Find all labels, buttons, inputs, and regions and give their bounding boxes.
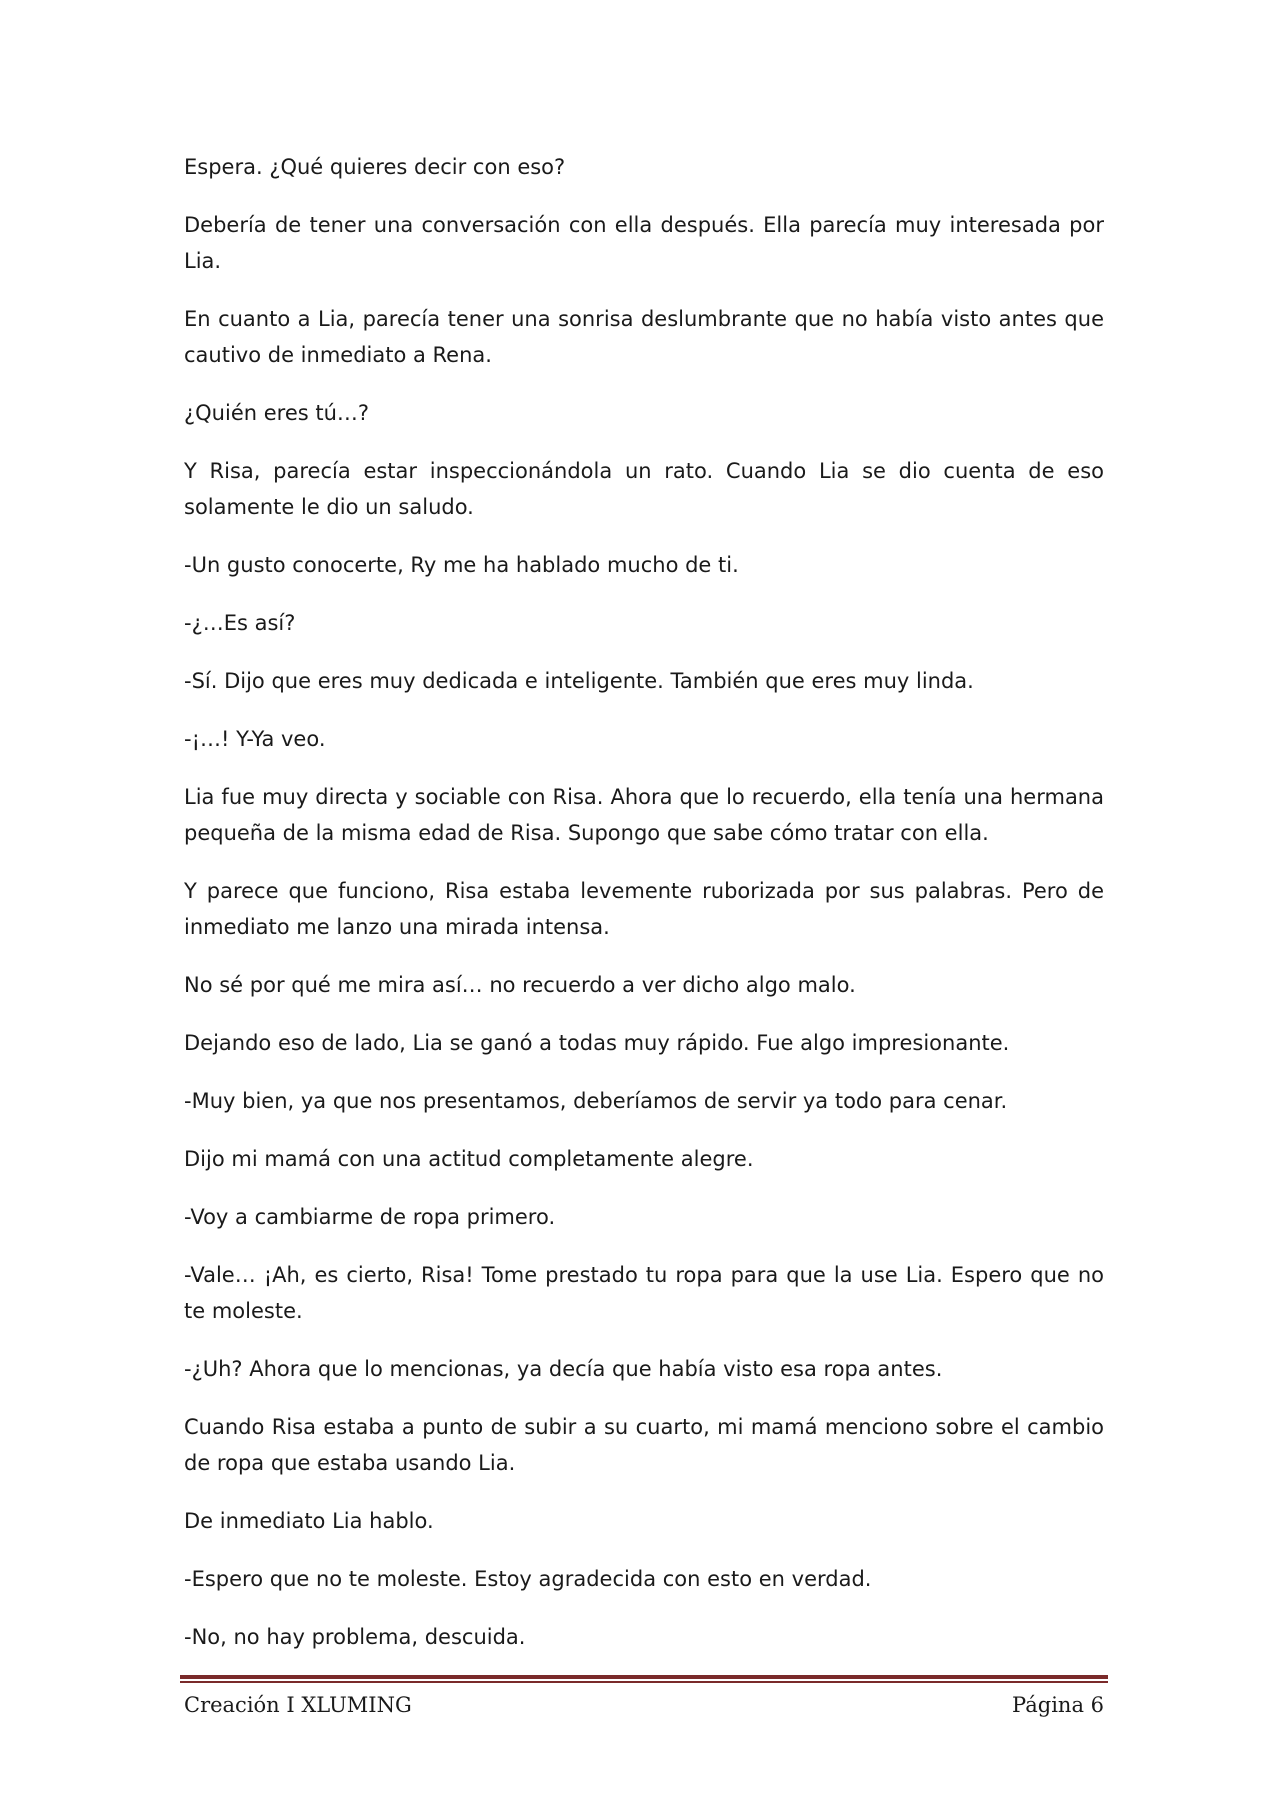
paragraph-5: Y Risa, parecía estar inspeccionándola un rato. Cuando Lia se dio cuenta de eso solamente le dio un saludo. — [184, 459, 1104, 519]
paragraph-1: Espera. ¿Qué quieres decir con eso? — [184, 155, 566, 179]
paragraph-22: -No, no hay problema, descuida. — [184, 1625, 526, 1649]
paragraph-3: En cuanto a Lia, parecía tener una sonrisa deslumbrante que no había visto antes que cautivo de inmediato a Rena. — [184, 307, 1104, 367]
footer-rule — [180, 1675, 1108, 1683]
paragraph-19: Cuando Risa estaba a punto de subir a su cuarto, mi mamá menciono sobre el cambio de ropa que estaba usando Lia. — [184, 1415, 1104, 1475]
page-number: Página 6 — [1012, 1693, 1104, 1717]
paragraph-13: Dejando eso de lado, Lia se ganó a todas muy rápido. Fue algo impresionante. — [184, 1031, 1010, 1055]
paragraph-7: -¿…Es así? — [184, 611, 296, 635]
paragraph-10: Lia fue muy directa y sociable con Risa. Ahora que lo recuerdo, ella tenía una hermana pequeña de la misma edad de Risa. Supongo que sabe cómo tratar con ella. — [184, 785, 1104, 845]
paragraph-20: De inmediato Lia hablo. — [184, 1509, 434, 1533]
paragraph-9: -¡…! Y-Ya veo. — [184, 727, 326, 751]
paragraph-8: -Sí. Dijo que eres muy dedicada e inteligente. También que eres muy linda. — [184, 669, 974, 693]
footer-rule-thin — [180, 1681, 1108, 1683]
paragraph-2: Debería de tener una conversación con ella después. Ella parecía muy interesada por Lia. — [184, 213, 1104, 273]
paragraph-12: No sé por qué me mira así… no recuerdo a ver dicho algo malo. — [184, 973, 856, 997]
paragraph-14: -Muy bien, ya que nos presentamos, deberíamos de servir ya todo para cenar. — [184, 1089, 1008, 1113]
page-footer — [184, 1690, 1104, 1720]
body-text — [184, 149, 1104, 1677]
paragraph-11: Y parece que funciono, Risa estaba levemente ruborizada por sus palabras. Pero de inmediato me lanzo una mirada intensa. — [184, 879, 1104, 939]
paragraph-4: ¿Quién eres tú…? — [184, 401, 370, 425]
footer-credit: Creación I XLUMING — [184, 1693, 412, 1717]
paragraph-6: -Un gusto conocerte, Ry me ha hablado mucho de ti. — [184, 553, 739, 577]
paragraph-15: Dijo mi mamá con una actitud completamente alegre. — [184, 1147, 754, 1171]
paragraph-21: -Espero que no te moleste. Estoy agradecida con esto en verdad. — [184, 1567, 872, 1591]
footer-rule-thick — [180, 1675, 1108, 1679]
paragraph-17: -Vale… ¡Ah, es cierto, Risa! Tome prestado tu ropa para que la use Lia. Espero que no te moleste. — [184, 1263, 1104, 1323]
paragraph-18: -¿Uh? Ahora que lo mencionas, ya decía que había visto esa ropa antes. — [184, 1357, 943, 1381]
paragraph-16: -Voy a cambiarme de ropa primero. — [184, 1205, 556, 1229]
